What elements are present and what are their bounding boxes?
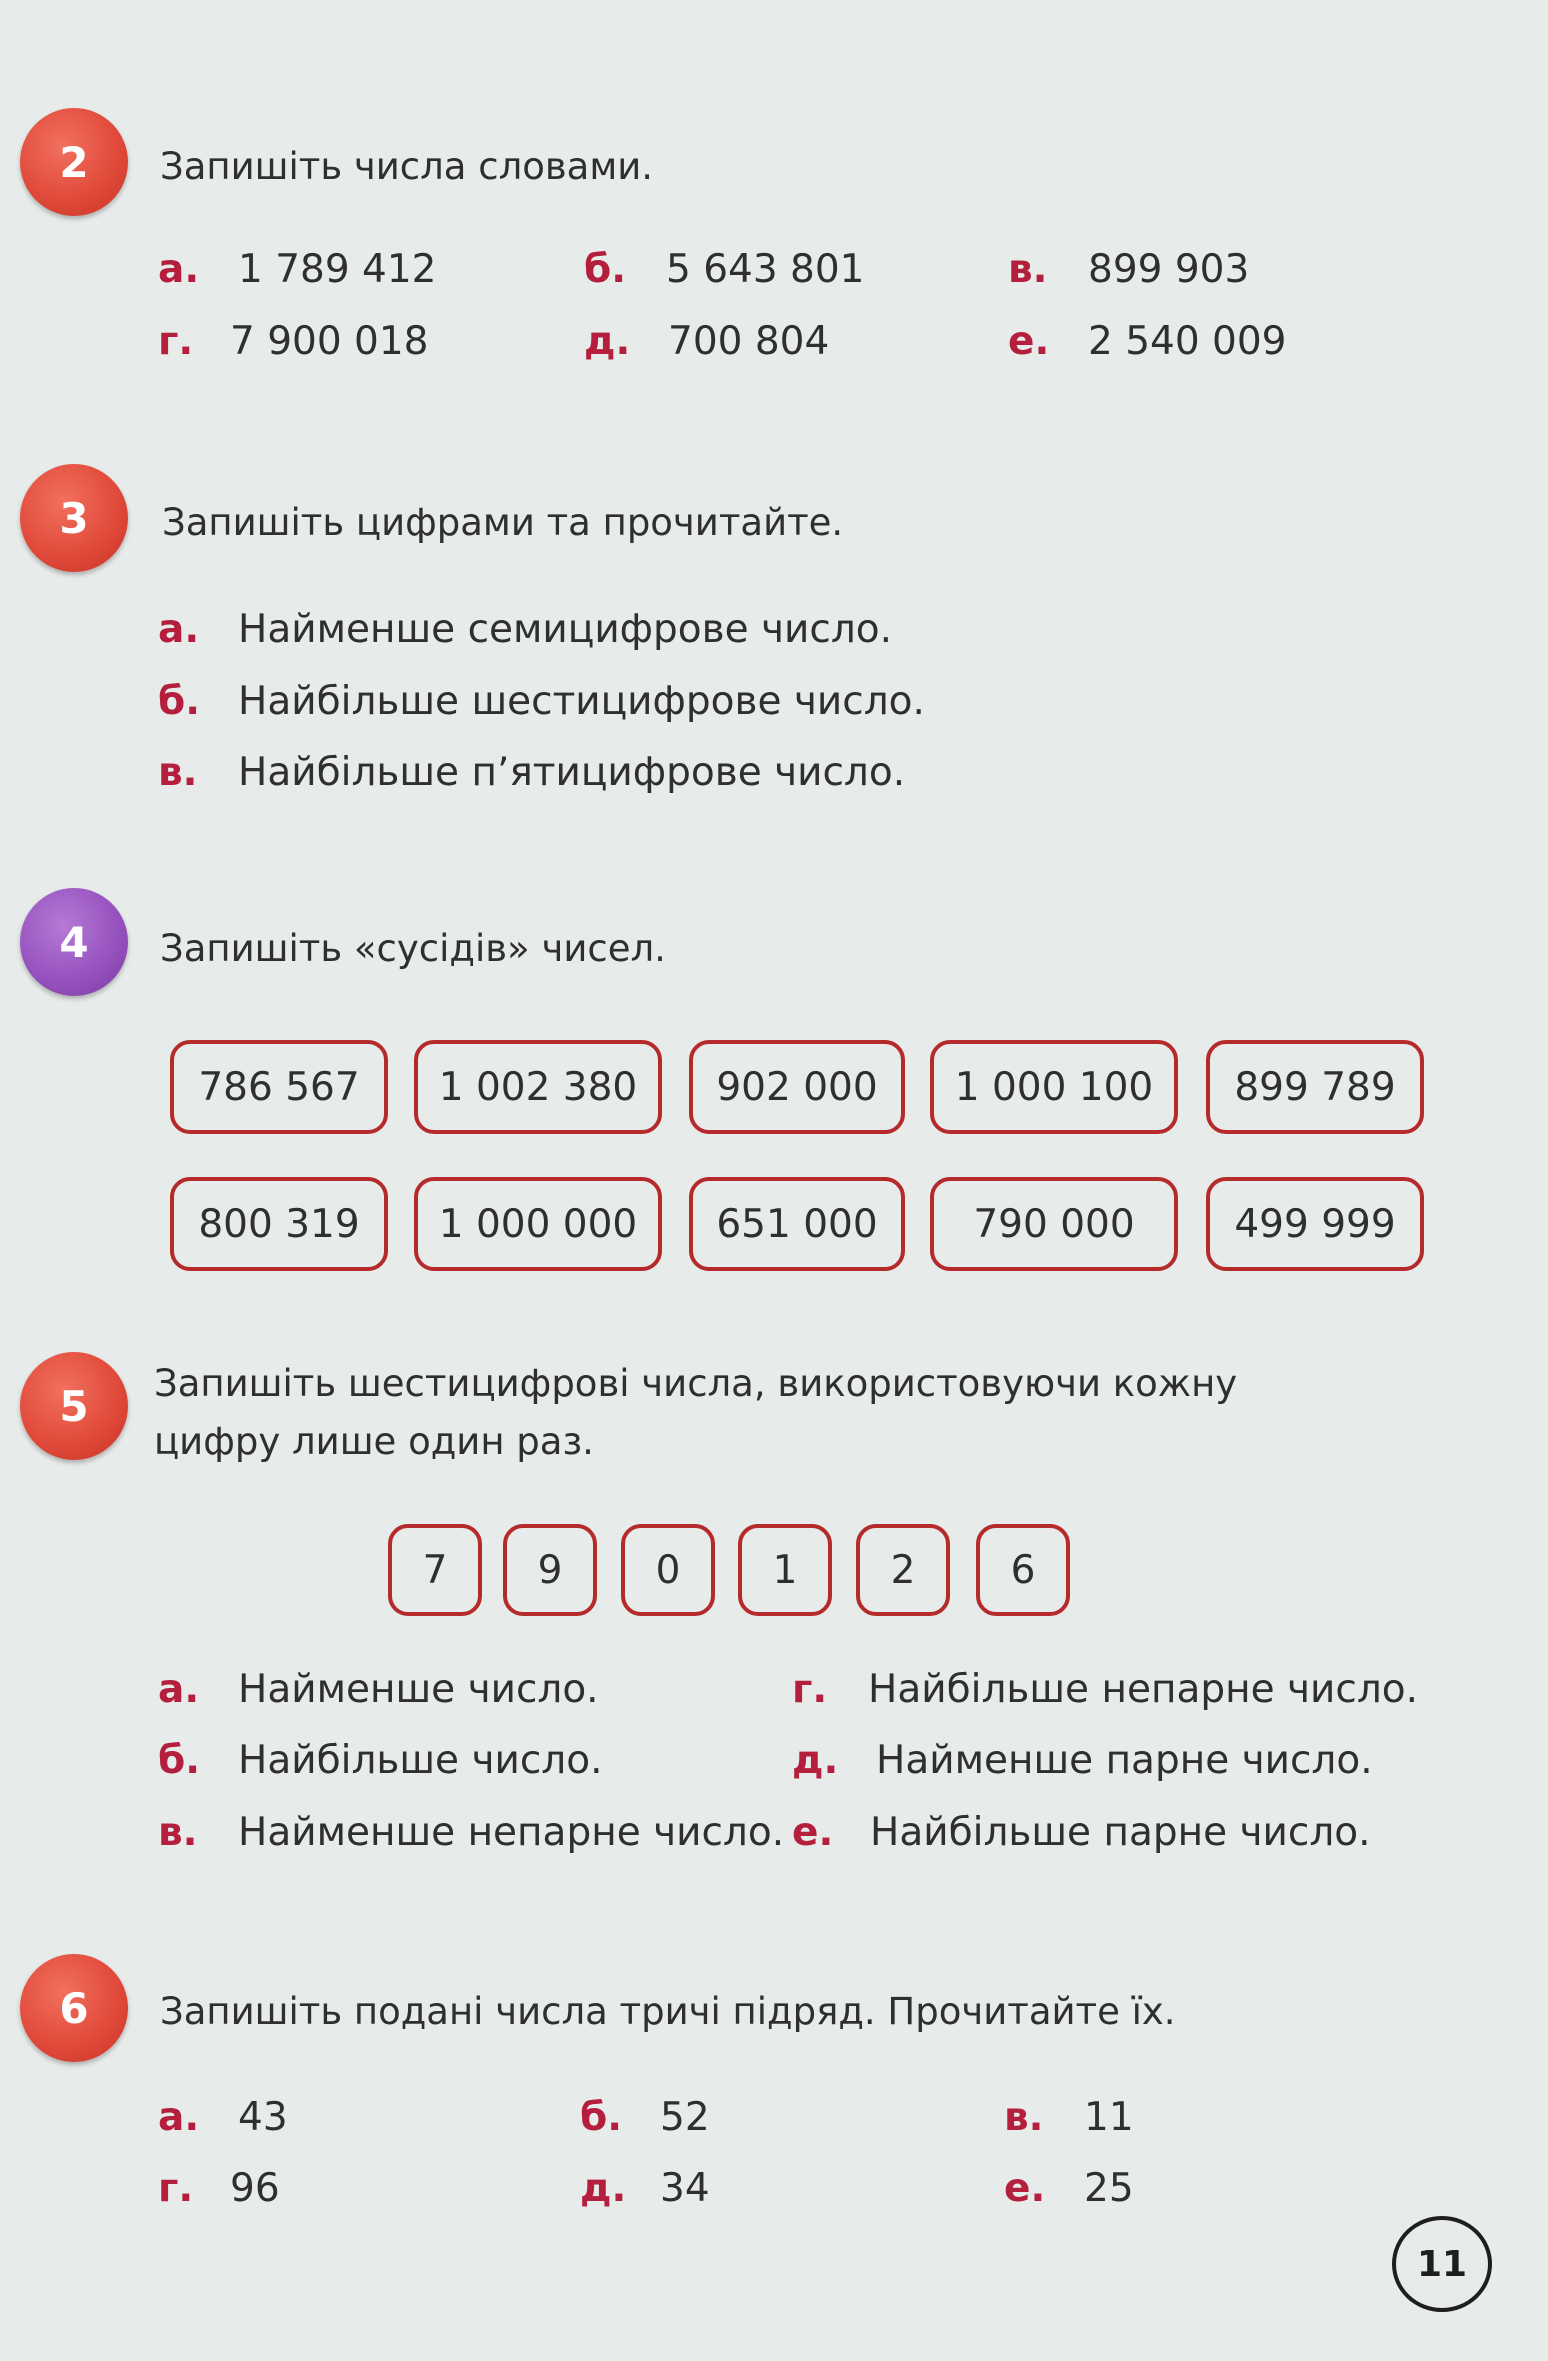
item-value: Найбільше число. (238, 1738, 603, 1783)
item-label: е. (1004, 2166, 1046, 2211)
number-box: 1 000 100 (930, 1040, 1178, 1134)
item-label: а. (158, 247, 200, 292)
item-value: Найменше число. (238, 1667, 599, 1712)
digit-box: 1 (738, 1524, 832, 1616)
exercise-2-item-v (1008, 247, 1249, 292)
item-value: 7 900 018 (230, 319, 429, 364)
item-value: Найбільше п’ятицифрове число. (238, 750, 906, 795)
exercise-6-item-g (158, 2166, 280, 2211)
exercise-2-item-e (1008, 319, 1287, 364)
item-label: г. (158, 319, 194, 364)
exercise-4-badge (20, 888, 128, 996)
item-value: 2 540 009 (1088, 319, 1287, 364)
digit-box: 7 (388, 1524, 482, 1616)
item-label: в. (158, 750, 198, 795)
exercise-4-title: Запишіть «сусідів» чисел. (160, 927, 666, 970)
item-value: 52 (660, 2095, 710, 2140)
item-label: в. (1004, 2095, 1044, 2140)
number-box: 651 000 (689, 1177, 905, 1271)
exercise-number: 6 (59, 1983, 89, 2033)
exercise-3-badge (20, 464, 128, 572)
number-box: 1 002 380 (414, 1040, 662, 1134)
item-value: Найменше семицифрове число. (238, 607, 893, 652)
exercise-2-title: Запишіть числа словами. (160, 145, 654, 188)
item-label: е. (1008, 319, 1050, 364)
item-label: б. (158, 679, 201, 724)
number-box: 790 000 (930, 1177, 1178, 1271)
exercise-6-item-d (580, 2166, 710, 2211)
digit-box: 6 (976, 1524, 1070, 1616)
item-value: 34 (660, 2166, 710, 2211)
item-value: Найбільше парне число. (870, 1810, 1371, 1855)
exercise-6-item-v (1004, 2095, 1134, 2140)
exercise-2-badge (20, 108, 128, 216)
item-value: Найбільше непарне число. (868, 1667, 1418, 1712)
exercise-3-item-b (158, 679, 925, 724)
digit-box: 0 (621, 1524, 715, 1616)
exercise-number: 2 (59, 137, 89, 187)
item-label: д. (584, 319, 631, 364)
digit-box: 9 (503, 1524, 597, 1616)
item-label: а. (158, 1667, 200, 1712)
page-number: 11 (1392, 2216, 1492, 2312)
exercise-6-item-e (1004, 2166, 1134, 2211)
item-label: б. (584, 247, 627, 292)
exercise-3-item-a (158, 607, 892, 652)
exercise-5-item-d (792, 1738, 1373, 1783)
item-value: 43 (238, 2095, 288, 2140)
item-label: б. (580, 2095, 623, 2140)
item-value: 5 643 801 (666, 247, 865, 292)
exercise-5-item-g (792, 1667, 1418, 1712)
item-label: г. (792, 1667, 828, 1712)
item-value: 96 (230, 2166, 280, 2211)
exercise-2-item-b (584, 247, 865, 292)
exercise-5-item-e (792, 1810, 1371, 1855)
item-value: Найменше парне число. (876, 1738, 1373, 1783)
item-value: 11 (1084, 2095, 1134, 2140)
exercise-2-item-d (584, 319, 829, 364)
exercise-5-badge (20, 1352, 128, 1460)
item-label: в. (158, 1810, 198, 1855)
item-label: д. (792, 1738, 839, 1783)
item-value: 899 903 (1088, 247, 1250, 292)
item-label: е. (792, 1810, 834, 1855)
exercise-number: 3 (59, 493, 89, 543)
number-box: 499 999 (1206, 1177, 1424, 1271)
exercise-number: 5 (59, 1381, 89, 1431)
item-value: 1 789 412 (238, 247, 437, 292)
exercise-5-title-line-1: Запишіть шестицифрові числа, використовуючи кожну (154, 1362, 1238, 1405)
item-value: 25 (1084, 2166, 1134, 2211)
exercise-number: 4 (59, 917, 89, 967)
exercise-5-item-b (158, 1738, 602, 1783)
item-value: Найменше непарне число. (238, 1810, 785, 1855)
item-value: Найбільше шестицифрове число. (238, 679, 925, 724)
exercise-5-title-line-2: цифру лише один раз. (154, 1420, 594, 1463)
exercise-3-item-v (158, 750, 905, 795)
item-label: а. (158, 2095, 200, 2140)
exercise-2-item-a (158, 247, 437, 292)
exercise-6-title: Запишіть подані числа тричі підряд. Прочитайте їх. (160, 1990, 1176, 2033)
exercise-6-item-b (580, 2095, 710, 2140)
number-box: 786 567 (170, 1040, 388, 1134)
item-label: б. (158, 1738, 201, 1783)
exercise-3-title: Запишіть цифрами та прочитайте. (162, 501, 844, 544)
item-label: д. (580, 2166, 627, 2211)
item-label: г. (158, 2166, 194, 2211)
exercise-5-item-a (158, 1667, 599, 1712)
item-value: 700 804 (668, 319, 830, 364)
exercise-6-badge (20, 1954, 128, 2062)
number-box: 899 789 (1206, 1040, 1424, 1134)
exercise-2-item-g (158, 319, 429, 364)
item-label: в. (1008, 247, 1048, 292)
exercise-5-item-v (158, 1810, 784, 1855)
number-box: 902 000 (689, 1040, 905, 1134)
number-box: 1 000 000 (414, 1177, 662, 1271)
item-label: а. (158, 607, 200, 652)
number-box: 800 319 (170, 1177, 388, 1271)
digit-box: 2 (856, 1524, 950, 1616)
exercise-6-item-a (158, 2095, 288, 2140)
